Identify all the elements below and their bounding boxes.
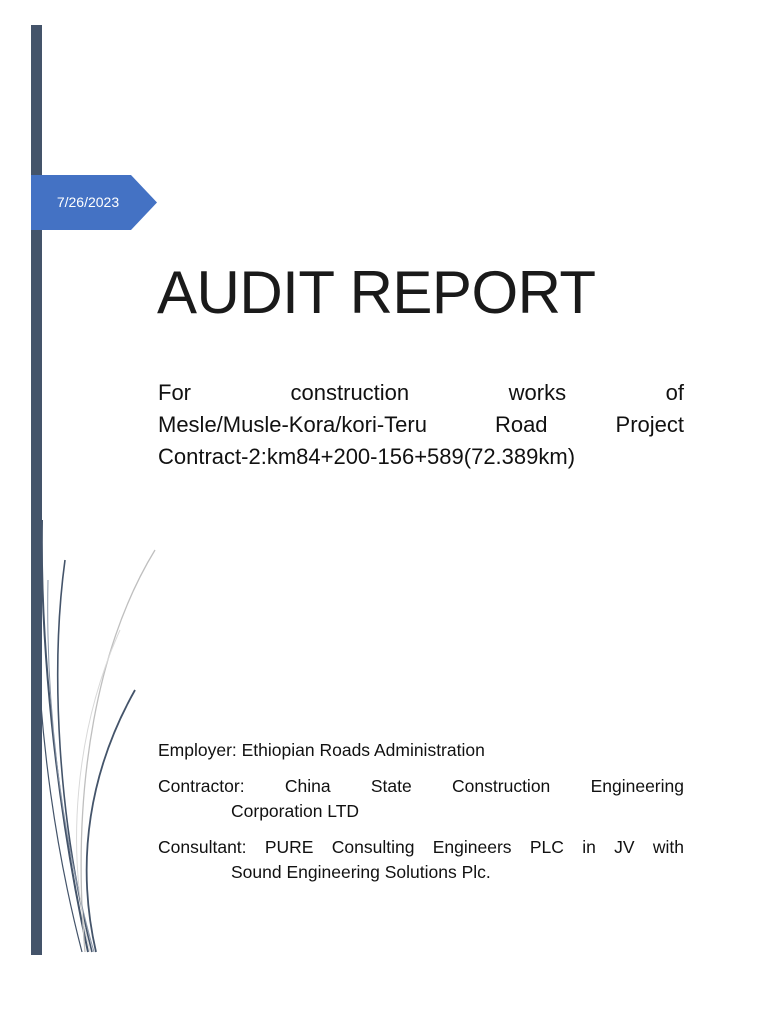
employer-text: Employer: Ethiopian Roads Administration (158, 740, 485, 760)
contractor-text-cont: Corporation LTD (231, 801, 360, 821)
cover-date: 7/26/2023 (56, 194, 120, 210)
contractor-info (158, 774, 684, 824)
subtitle-line: Contract-2:km84+200-156+589(72.389km) (158, 444, 576, 469)
consultant-text: Consultant: PURE Consulting Engineers PLC in JV with (158, 837, 684, 857)
consultant-text-cont: Sound Engineering Solutions Plc. (231, 862, 491, 882)
subtitle-line: Mesle/Musle-Kora/kori-Teru Road Project (158, 412, 684, 437)
date-tab (31, 175, 157, 230)
project-details (158, 738, 684, 896)
consultant-info (158, 835, 684, 885)
contractor-text: Contractor: China State Construction Engineering (158, 776, 684, 796)
subtitle-line: For construction works of (158, 380, 684, 405)
report-subtitle (158, 377, 684, 473)
employer-info (158, 738, 684, 763)
decorative-curves (30, 520, 170, 960)
report-title: AUDIT REPORT (157, 259, 596, 326)
